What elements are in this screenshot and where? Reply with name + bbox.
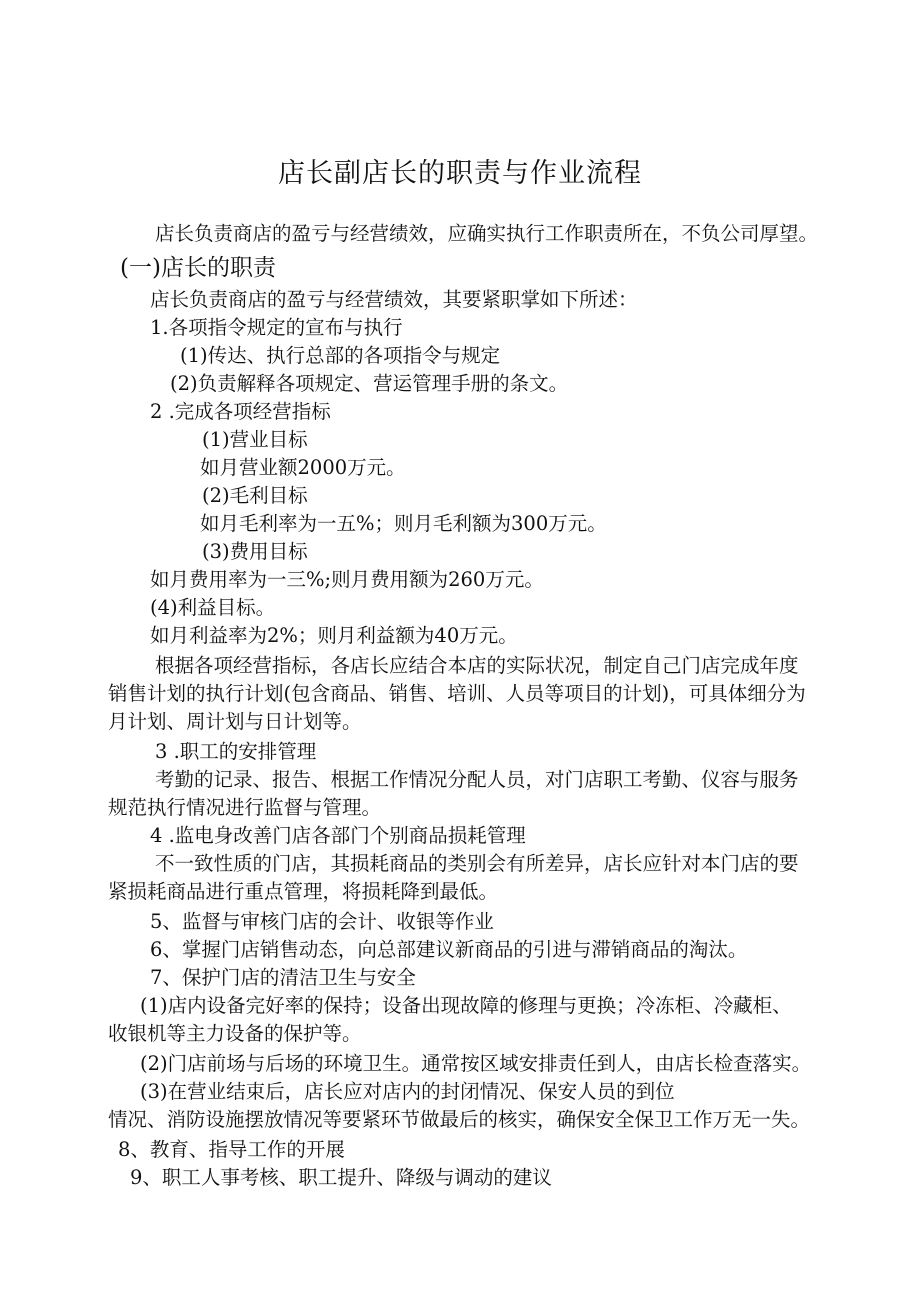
text-line: 紧损耗商品进行重点管理，将损耗降到最低。 bbox=[108, 880, 499, 903]
text-line: (1)营业目标 bbox=[202, 428, 308, 451]
text-line: 规范执行情况进行监督与管理。 bbox=[108, 796, 382, 819]
text-line: (2)负责解释各项规定、营运管理手册的条文。 bbox=[170, 372, 569, 395]
text-line: 根据各项经营指标，各店长应结合本店的实际状况，制定自己门店完成年度 bbox=[155, 654, 799, 677]
text-line: 如月营业额2000万元。 bbox=[200, 456, 406, 479]
text-line: 9、职工人事考核、职工提升、降级与调动的建议 bbox=[130, 1166, 552, 1189]
document-title: 店长副店长的职责与作业流程 bbox=[278, 158, 642, 189]
text-line: 5、监督与审核门店的会计、收银等作业 bbox=[150, 910, 494, 933]
text-line: 4 .监电身改善门店各部门个别商品损耗管理 bbox=[150, 824, 526, 847]
text-line: 不一致性质的门店，其损耗商品的类别会有所差异，店长应针对本门店的要 bbox=[155, 852, 799, 875]
text-line: (3)费用目标 bbox=[202, 540, 308, 563]
text-line: (1)传达、执行总部的各项指令与规定 bbox=[180, 344, 501, 367]
text-line: 考勤的记录、报告、根据工作情况分配人员，对门店职工考勤、仪容与服务 bbox=[155, 768, 799, 791]
text-line: 店长负责商店的盈亏与经营绩效，其要紧职掌如下所述： bbox=[150, 288, 638, 311]
intro-paragraph: 店长负责商店的盈亏与经营绩效，应确实执行工作职责所在，不负公司厚望。 bbox=[155, 222, 819, 245]
text-line: (4)利益目标。 bbox=[150, 596, 276, 619]
text-line: 如月费用率为一三%;则月费用额为260万元。 bbox=[150, 568, 544, 591]
text-line: 如月利益率为2%；则月利益额为40万元。 bbox=[150, 624, 518, 647]
section-heading: (一)店长的职责 bbox=[120, 255, 276, 281]
text-line: 1.各项指令规定的宣布与执行 bbox=[150, 316, 403, 339]
text-line: (2)门店前场与后场的环境卫生。通常按区域安排责任到人，由店长检查落实。 bbox=[140, 1052, 812, 1075]
text-line: 8、教育、指导工作的开展 bbox=[118, 1138, 345, 1161]
text-line: 月计划、周计划与日计划等。 bbox=[108, 710, 362, 733]
text-line: 3 .职工的安排管理 bbox=[155, 740, 317, 763]
text-line: (2)毛利目标 bbox=[202, 484, 308, 507]
text-line: 如月毛利率为一五%；则月毛利额为300万元。 bbox=[200, 512, 607, 535]
text-line: 7、保护门店的清洁卫生与安全 bbox=[150, 966, 416, 989]
text-line: 收银机等主力设备的保护等。 bbox=[108, 1022, 362, 1045]
text-line: 情况、消防设施摆放情况等要紧环节做最后的核实，确保安全保卫工作万无一失。 bbox=[108, 1108, 811, 1131]
text-line: 销售计划的执行计划(包含商品、销售、培训、人员等项目的计划)，可具体细分为 bbox=[108, 682, 806, 705]
text-line: (1)店内设备完好率的保持；设备出现故障的修理与更换；冷冻柜、冷藏柜、 bbox=[140, 994, 792, 1017]
text-line: 2 .完成各项经营指标 bbox=[150, 400, 331, 423]
text-line: (3)在营业结束后，店长应对店内的封闭情况、保安人员的到位 bbox=[140, 1080, 675, 1103]
text-line: 6、掌握门店销售动态，向总部建议新商品的引进与滞销商品的淘汰。 bbox=[150, 938, 748, 961]
